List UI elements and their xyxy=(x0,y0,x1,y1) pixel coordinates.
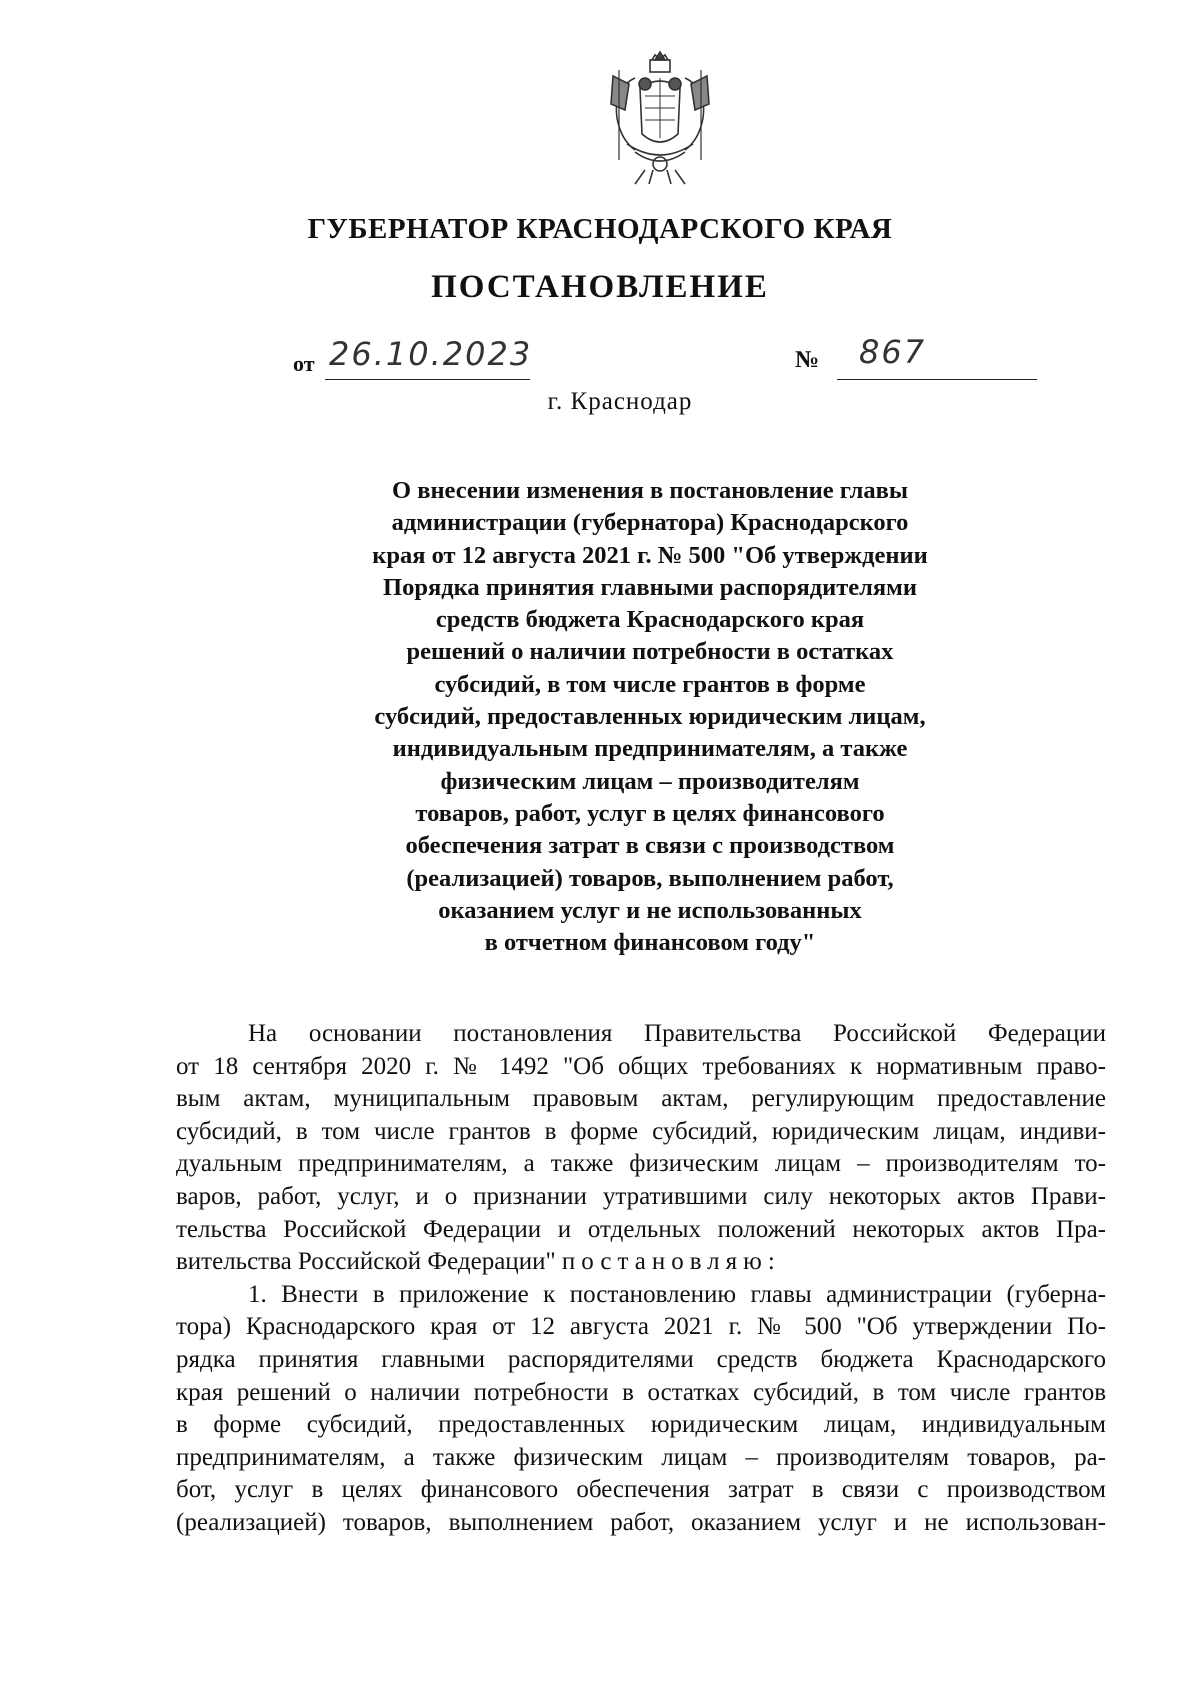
title-line: администрации (губернатора) Краснодарского xyxy=(391,509,909,537)
paragraph-1-line: 1. Внести в приложение к постановлению главы администрации (губерна- xyxy=(248,1280,1106,1308)
number-prefix: № xyxy=(795,347,820,373)
title-line: индивидуальным предпринимателям, а также xyxy=(392,735,908,763)
title-line: оказанием услуг и не использованных xyxy=(438,896,862,924)
title-line: края от 12 августа 2021 г. № 500 "Об утверждении xyxy=(372,541,928,569)
title-line: О внесении изменения в постановление главы xyxy=(392,477,908,504)
title-line: товаров, работ, услуг в целях финансового xyxy=(415,799,885,827)
paragraph-1-line: тора) Краснодарского края от 12 августа 2021 г. № 500 "Об утверждении По- xyxy=(176,1313,1106,1341)
title-line: субсидий, в том числе грантов в форме xyxy=(434,670,866,698)
paragraph-1-line: края решений о наличии потребности в остатках субсидий, в том числе грантов xyxy=(176,1378,1106,1406)
title-line: решений о наличии потребности в остатках xyxy=(406,638,894,666)
issuing-authority: ГУБЕРНАТОР КРАСНОДАРСКОГО КРАЯ xyxy=(307,213,893,245)
title-line: средств бюджета Краснодарского края xyxy=(435,606,865,634)
paragraph-1-line: рядка принятия главными распорядителями средств бюджета Краснодарского xyxy=(176,1345,1106,1373)
date-underline xyxy=(325,379,530,380)
paragraph-1-line: предпринимателям, а также физическим лицам – производителям товаров, ра- xyxy=(176,1443,1106,1471)
date-prefix: от xyxy=(293,351,315,376)
handwritten-number: 867 xyxy=(859,333,927,371)
body-line: дуальным предпринимателям, а также физическим лицам – производителям то- xyxy=(176,1150,1106,1178)
title-line: (реализацией) товаров, выполнением работ, xyxy=(406,864,894,892)
number-underline xyxy=(837,379,1037,380)
paragraph-1-line: бот, услуг в целях финансового обеспечения затрат в связи с производством xyxy=(176,1476,1106,1504)
coat-of-arms-emblem xyxy=(605,48,715,188)
body-line: вительства Российской Федерации" xyxy=(176,1248,556,1276)
city-name: г. Краснодар xyxy=(547,388,693,415)
body-line: варов, работ, услуг, и о признании утратившими силу некоторых актов Прави- xyxy=(176,1182,1106,1210)
handwritten-date: 26.10.2023 xyxy=(329,335,533,373)
document-title xyxy=(300,475,1000,959)
title-line: Порядка принятия главными распорядителями xyxy=(383,573,917,601)
body-line: На основании постановления Правительства Российской Федерации xyxy=(248,1020,1106,1047)
document-type: ПОСТАНОВЛЕНИЕ xyxy=(431,269,769,305)
body-line: субсидий, в том числе грантов в форме субсидий, юридическим лицам, индиви- xyxy=(176,1117,1106,1145)
title-line: физическим лицам – производителям xyxy=(440,767,860,795)
body-line-decree xyxy=(176,1246,1106,1279)
title-line: обеспечения затрат в связи с производством xyxy=(405,832,895,860)
paragraph-1-line: в форме субсидий, предоставленных юридическим лицам, индивидуальным xyxy=(176,1411,1106,1439)
decree-word: постановляю: xyxy=(561,1248,781,1276)
body-line: вым актам, муниципальным правовым актам, регулирующим предоставление xyxy=(176,1085,1106,1113)
date-number-row xyxy=(293,333,1053,383)
title-line: в отчетном финансовом году" xyxy=(484,929,816,957)
body-line: тельства Российской Федерации и отдельных положений некоторых актов Пра- xyxy=(176,1215,1106,1243)
document-body xyxy=(176,1018,1106,1540)
paragraph-1-line: (реализацией) товаров, выполнением работ, оказанием услуг и не использован- xyxy=(176,1508,1106,1536)
body-line: от 18 сентября 2020 г. № 1492 "Об общих требованиях к нормативным право- xyxy=(176,1052,1106,1080)
title-line: субсидий, предоставленных юридическим лицам, xyxy=(374,703,926,731)
